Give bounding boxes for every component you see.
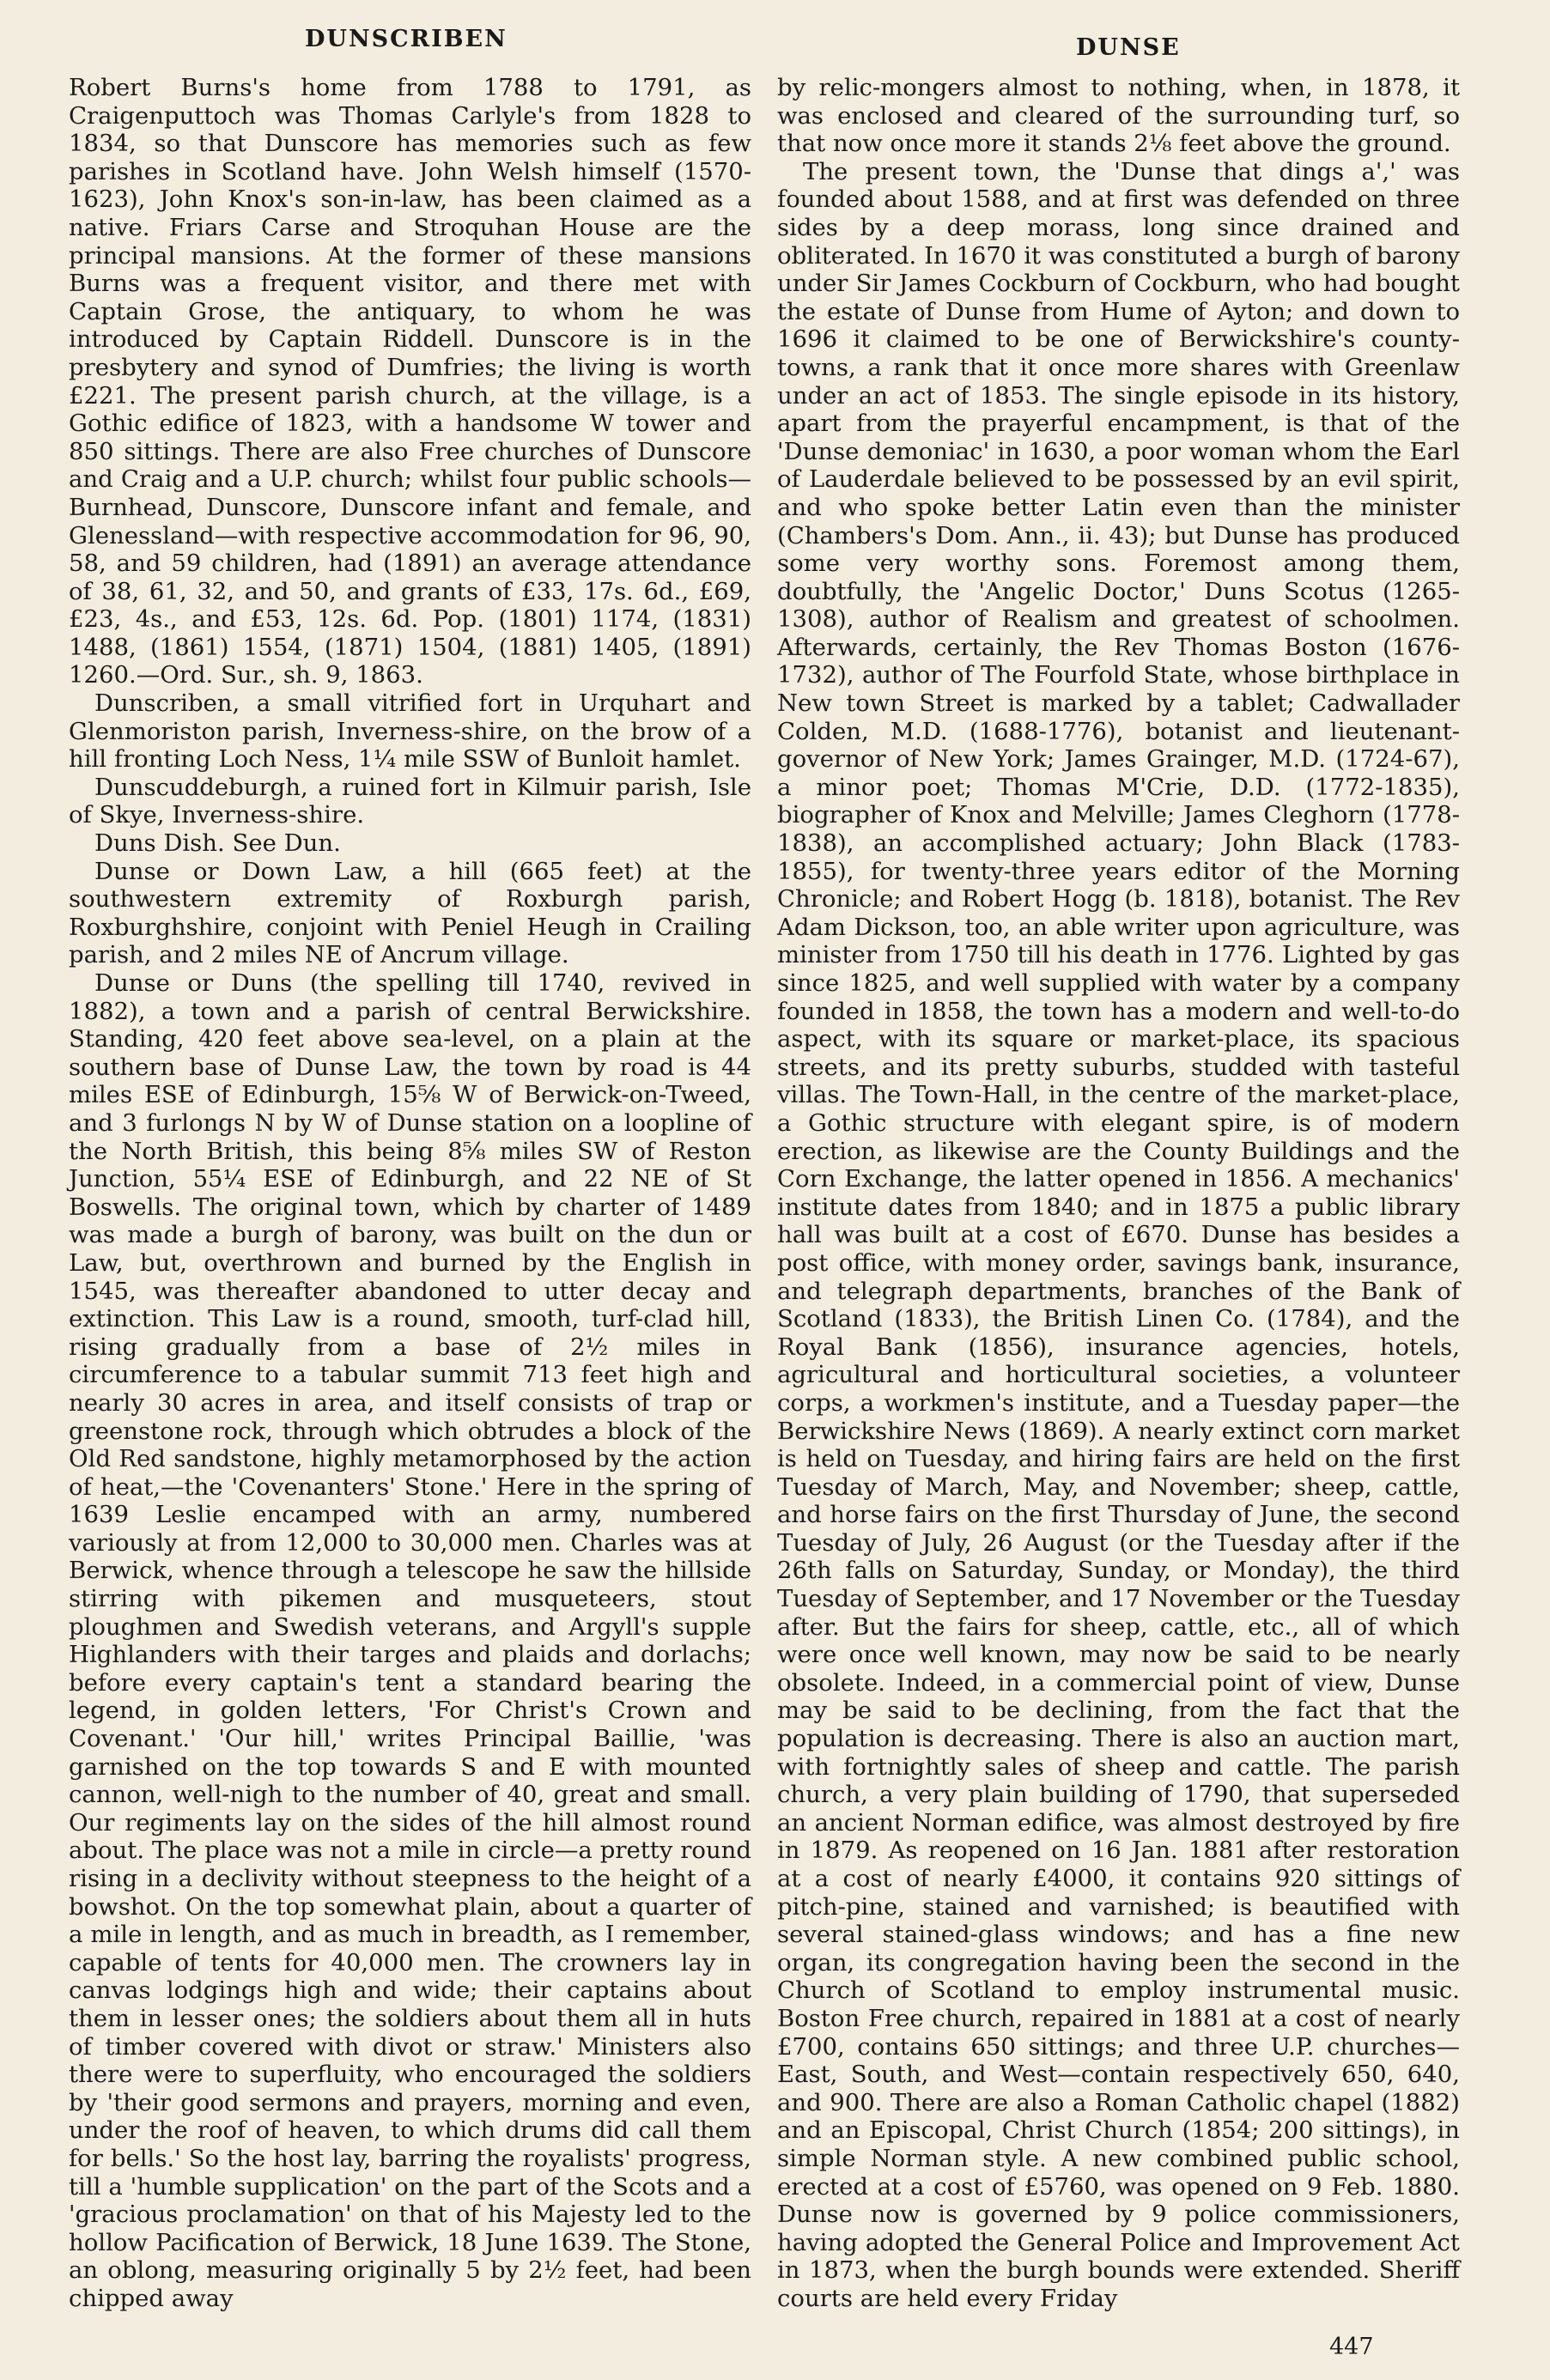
entry-dunscriben: Dunscriben, a small vitrified fort in Urquhart and Glenmoriston parish, Inverness-shire, on the brow of a hill fronting Loch Ness, 1¼ mile SSW of Bunloit hamlet.	[69, 689, 751, 774]
entry-duns-dish: Duns Dish. See Dun.	[94, 829, 341, 858]
right-column	[777, 74, 1460, 2313]
entry-dunse-law: Dunse or Down Law, a hill (665 feet) at the southwestern extremity of Roxburgh parish, Roxburghshire, conjoint with Peniel Heugh in Crailing parish, and 2 miles NE of Ancrum village.	[69, 857, 751, 969]
running-head-right: DUNSE	[1076, 34, 1181, 61]
running-head-left: DUNSCRIBEN	[305, 26, 508, 52]
paragraph: The present town, the 'Dunse that dings a',' was founded about 1588, and at first was defended on three sides by a deep morass, long since drained and obliterated. In 1670 it was constituted a burgh of barony under Sir James Cockburn of Cockburn, who had bought the estate of Dunse from Hume of Ayton; and down to 1696 it claimed to be one of Berwickshire's county-towns, a rank that it once more shares with Greenlaw under an act of 1853. The single episode in its history, apart from the prayerful encampment, is that of the 'Dunse demoniac' in 1630, a poor woman whom the Earl of Lauderdale believed to be possessed by an evil spirit, and who spoke better Latin even than the minister (Chambers's Dom. Ann., ii. 43); but Dunse has produced some very worthy sons. Foremost among them, doubtfully, the 'Angelic Doctor,' Duns Scotus (1265-1308), author of Realism and greatest of schoolmen. Afterwards, certainly, the Rev Thomas Boston (1676-1732), author of The Fourfold State, whose birthplace in New town Street is marked by a tablet; Cadwallader Colden, M.D. (1688-1776), botanist and lieutenant-governor of New York; James Grainger, M.D. (1724-67), a minor poet; Thomas M'Crie, D.D. (1772-1835), biographer of Knox and Melville; James Cleghorn (1778-1838), an accomplished actuary; John Black (1783-1855), for twenty-three years editor of the Morning Chronicle; and Robert Hogg (b. 1818), botanist. The Rev Adam Dickson, too, an able writer upon agriculture, was minister from 1750 till his death in 1776. Lighted by gas since 1825, and well supplied with water by a company founded in 1858, the town has a modern and well-to-do aspect, with its square or market-place, its spacious streets, and its pretty suburbs, studded with tasteful villas. The Town-Hall, in the centre of the market-place, a Gothic structure with elegant spire, is of modern erection, as likewise are the County Buildings and the Corn Exchange, the latter opened in 1856. A mechanics' institute dates from 1840; and in 1875 a public library hall was built at a cost of £670. Dunse has besides a post office, with money order, savings bank, insurance, and telegraph departments, branches of the Bank of Scotland (1833), the British Linen Co. (1784), and the Royal Bank (1856), insurance agencies, hotels, agricultural and horticultural societies, a volunteer corps, a workmen's institute, and a Tuesday paper—the Berwickshire News (1869). A nearly extinct corn market is held on Tuesday, and hiring fairs are held on the first Tuesday of March, May, and November; sheep, cattle, and horse fairs on the first Thursday of June, the second Tuesday of July, 26 August (or the Tuesday after if the 26th falls on Saturday, Sunday, or Monday), the third Tuesday of September, and 17 November or the Tuesday after. But the fairs for sheep, cattle, etc., all of which were once well known, may now be said to be nearly obsolete. Indeed, in a commercial point of view, Dunse may be said to be declining, from the fact that the population is decreasing. There is also an auction mart, with fortnightly sales of sheep and cattle. The parish church, a very plain building of 1790, that superseded an ancient Norman edifice, was almost destroyed by fire in 1879. As reopened on 16 Jan. 1881 after restoration at a cost of nearly £4000, it contains 920 sittings of pitch-pine, stained and varnished; is beautified with several stained-glass windows; and has a fine new organ, its congregation having been the second in the Church of Scotland to employ instrumental music. Boston Free church, repaired in 1881 at a cost of nearly £700, contains 650 sittings; and three U.P. churches—East, South, and West—contain respectively 650, 640, and 900. There are also a Roman Catholic chapel (1882) and an Episcopal, Christ Church (1854; 200 sittings), in simple Norman style. A new combined public school, erected at a cost of £5760, was opened on 9 Feb. 1880. Dunse now is governed by 9 police commissioners, having adopted the General Police and Improvement Act in 1873, when the burgh bounds were extended. Sheriff courts are held every Friday	[777, 157, 1460, 2312]
entry-dunscuddeburgh: Dunscuddeburgh, a ruined fort in Kilmuir parish, Isle of Skye, Inverness-shire.	[69, 773, 751, 829]
left-column	[69, 74, 751, 2313]
entry-dunse: Dunse or Duns (the spelling till 1740, revived in 1882), a town and a parish of central Berwickshire. Standing, 420 feet above sea-level, on a plain at the southern base of Dunse Law, the town by road is 44 miles ESE of Edinburgh, 15⅝ W of Berwick-on-Tweed, and 3 furlongs N by W of Dunse station on a loopline of the North British, this being 8⅝ miles SW of Reston Junction, 55¼ ESE of Edinburgh, and 22 NE of St Boswells. The original town, which by charter of 1489 was made a burgh of barony, was built on the dun or Law, but, overthrown and burned by the English in 1545, was thereafter abandoned to utter decay and extinction. This Law is a round, smooth, turf-clad hill, rising gradually from a base of 2½ miles in circumference to a tabular summit 713 feet high and nearly 30 acres in area, and itself consists of trap or greenstone rock, through which obtrudes a block of the Old Red sandstone, highly metamorphosed by the action of heat,—the 'Covenanters' Stone.' Here in the spring of 1639 Leslie encamped with an army, numbered variously at from 12,000 to 30,000 men. Charles was at Berwick, whence through a telescope he saw the hillside stirring with pikemen and musqueteers, stout ploughmen and Swedish veterans, and Argyll's supple Highlanders with their targes and plaids and dorlachs; before every captain's tent a standard bearing the legend, in golden letters, 'For Christ's Crown and Covenant.' 'Our hill,' writes Principal Baillie, 'was garnished on the top towards S and E with mounted cannon, well-nigh to the number of 40, great and small. Our regiments lay on the sides of the hill almost round about. The place was not a mile in circle—a pretty round rising in a declivity without steepness to the height of a bowshot. On the top somewhat plain, about a quarter of a mile in length, and as much in breadth, as I remember, capable of tents for 40,000 men. The crowners lay in canvas lodgings high and wide; their captains about them in lesser ones; the soldiers about them all in huts of timber covered with divot or straw.' Ministers also there were to superfluity, who encouraged the soldiers by 'their good sermons and prayers, morning and even, under the roof of heaven, to which drums did call them for bells.' So the host lay, barring the royalists' progress, till a 'humble supplication' on the part of the Scots and a 'gracious proclamation' on that of his Majesty led to the hollow Pacification of Berwick, 18 June 1639. The Stone, an oblong, measuring originally 5 by 2½ feet, had been chipped away	[69, 969, 751, 2312]
paragraph: Robert Burns's home from 1788 to 1791, as Craigenputtoch was Thomas Carlyle's from 1828 to 1834, so that Dunscore has memories such as few parishes in Scotland have. John Welsh himself (1570-1623), John Knox's son-in-law, has been claimed as a native. Friars Carse and Stroquhan House are the principal mansions. At the former of these mansions Burns was a frequent visitor, and there met with Captain Grose, the antiquary, to whom he was introduced by Captain Riddell. Dunscore is in the presbytery and synod of Dumfries; the living is worth £221. The present parish church, at the village, is a Gothic edifice of 1823, with a handsome W tower and 850 sittings. There are also Free churches of Dunscore and Craig and a U.P. church; whilst four public schools—Burnhead, Dunscore, Dunscore infant and female, and Glenessland—with respective accommodation for 96, 90, 58, and 59 children, had (1891) an average attendance of 38, 61, 32, and 50, and grants of £33, 17s. 6d., £69, £23, 4s., and £53, 12s. 6d. Pop. (1801) 1174, (1831) 1488, (1861) 1554, (1871) 1504, (1881) 1405, (1891) 1260.—Ord. Sur., sh. 9, 1863.	[69, 74, 751, 689]
paragraph: by relic-mongers almost to nothing, when, in 1878, it was enclosed and cleared of the surrounding turf, so that now once more it stands 2⅛ feet above the ground.	[777, 74, 1460, 158]
page-number: 447	[1329, 2334, 1374, 2360]
